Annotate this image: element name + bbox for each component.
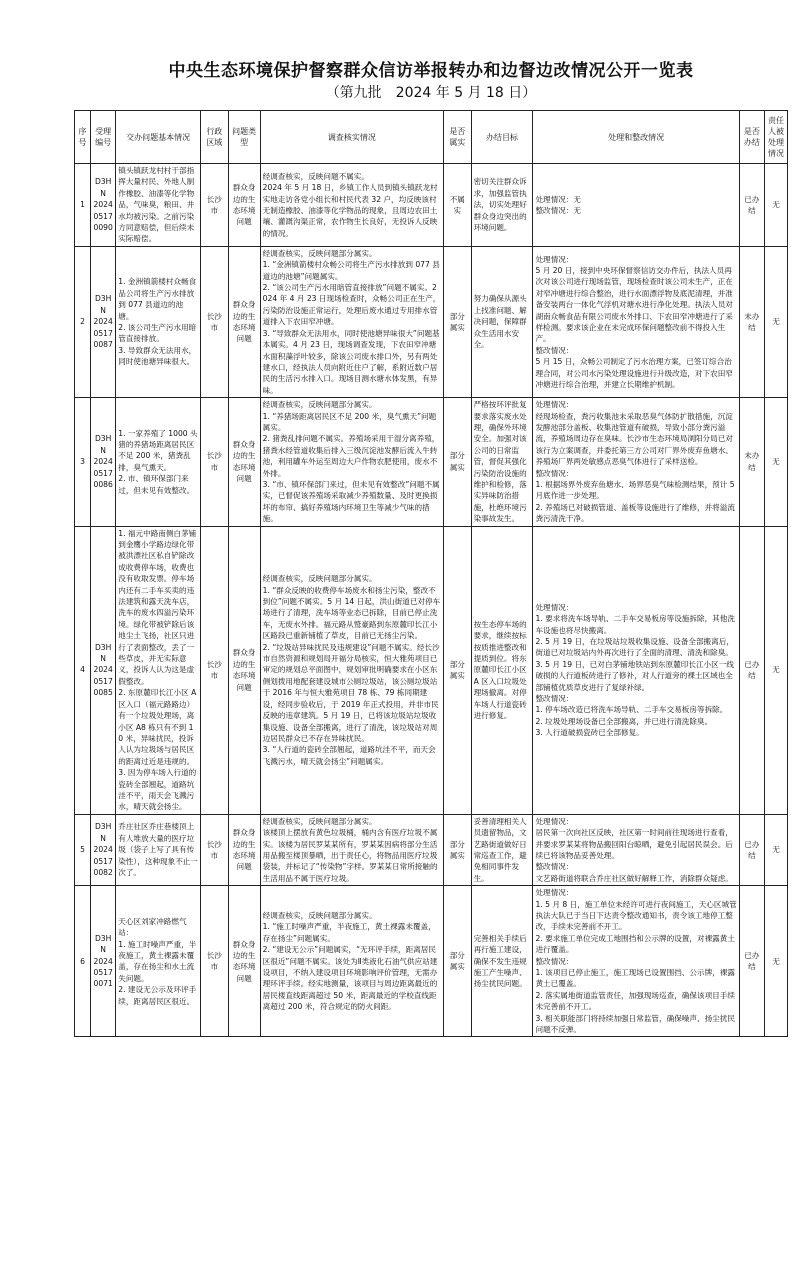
handling-status: 处理情况：无 整改情况：无 [533,164,739,247]
header-cell: 处理和整改情况 [533,111,739,164]
penalty-status: 无 [764,814,787,885]
penalty-status: 无 [764,526,787,814]
issue-summary: 镇头镇跃龙村村干部指挥大量村民、外地人制作橡胶、油漆等化学物品，气味臭，粮田、井水均被污染。之前污染方同意赔偿，但后续未实际赔偿。 [116,164,201,247]
verified-status: 部分属实 [444,886,472,1037]
penalty-status: 无 [764,398,787,526]
header-cell: 责任人被处理情况 [764,111,787,164]
issue-type: 群众身边的生态环境问题 [228,398,260,526]
handling-status: 处理情况： 居民第一次向社区反映，社区第一时间前往现场进行查看，并要求罗某某将物品搬回阳台晾晒，避免引起居民误会。后续已将该物品妥善处理。 整改情况： 文艺路街道将联合乔庄社区做好解释工作，消除群众疑虑。 [533,814,739,885]
verified-status: 不属实 [444,164,472,247]
header-cell: 是否属实 [444,111,472,164]
table-header-row [75,111,788,164]
issue-summary: 天心区刘家冲路燃气站： 1. 施工时噪声严重，半夜施工，黄土裸露未覆盖，存在扬尘和水土流失问题。 2. 建设无公示及环评手续，距离居民区很近。 [116,886,201,1037]
completion-status: 已办结 [739,886,764,1037]
handling-status: 处理情况： 5 月 20 日，接到中央环保督察信访交办件后，执法人员再次对该公司进行现场监管，现场检查时该公司未生产，正在对窄冲塘进行综合整治，进行水面漂浮物及底泥清理，并准备安装两台一体化气浮机对塘水进行净化处理。执法人员对湖南众畅食品有限公司废水外排口、下农田窄冲塘进行了采样检测。要求该企业在未完成环保问题整改前不得投入生产。 整改情况： 5 月 15 日，众畅公司制定了污水治理方案，已签订综合治理合同，对公司水污染处理设施进行升级改造，对下农田窄冲塘进行综合治理，并建立长期维护机制。 [533,246,739,397]
case-id: D3HN 2024 0517 0087 [91,246,116,397]
penalty-status: 无 [764,886,787,1037]
verified-status: 部分属实 [444,814,472,885]
handling-status: 处理情况： 1. 5 月 8 日，施工单位未经许可进行夜间施工，天心区城管执法大队已于当日下达责令整改通知书，责令该工地停工整改，手续未完善前不开工。 2. 要求施工单位完成工地围挡和公示牌的设置，对裸露黄土进行覆盖。 整改情况： 1. 该项目已停止施工，施工现场已设置围挡、公示牌，裸露黄土已覆盖。 2. 落实属地街道监管责任，加强现场巡查，确保该项目手续未完善前不开工。 3. 相关职能部门将持续加强日常监管，确保噪声、扬尘扰民问题不反弹。 [533,886,739,1037]
resolution-goal: 努力确保从源头上找准问题、解决问题，保障群众生活用水安全。 [471,246,533,397]
row-number: 6 [75,886,91,1037]
verified-status: 部分属实 [444,398,472,526]
handling-status: 处理情况： 经现场检查，粪污收集池未采取恶臭气体防扩散措施，沉淀发酵池部分盖板、收集池管道有破损，导致小部分粪污溢流，养殖场周边存在臭味。长沙市生态环境局浏阳分局已对该行为立案调查，并委托第三方公司对厂界外废弃鱼塘水、养殖场厂界两处敏感点恶臭气体进行了采样送检。 整改情况： 1. 根据场界外废弃鱼塘水、场界恶臭气味检测结果，预计 5 月底作进一步处理。 2. 养殖场已对破损管道、盖板等设施进行了维修，并将溢流粪污清洗干净。 [533,398,739,526]
header-cell: 行政区域 [201,111,229,164]
region: 长沙市 [201,246,229,397]
issue-type: 群众身边的生态环境问题 [228,814,260,885]
header-cell: 是否办结 [739,111,764,164]
issue-summary: 1. 金洲镇箭楼村众畅食品公司将生产污水排放到 077 县道边的池塘。 2. 该公司生产污水用暗管直接排放。 3. 导致群众无法用水，同时使池塘异味很大。 [116,246,201,397]
region: 长沙市 [201,164,229,247]
region: 长沙市 [201,814,229,885]
report-table [74,110,788,1037]
completion-status: 未办结 [739,398,764,526]
completion-status: 已办结 [739,526,764,814]
issue-type: 群众身边的生态环境问题 [228,886,260,1037]
issue-type: 群众身边的生态环境问题 [228,246,260,397]
investigation: 经调查核实，反映问题不属实。 2024 年 5 月 18 日，乡镇工作人员到镇头镇跃龙村实地走访各党小组长和村民代表 32 户，均反映该村无制造橡胶、油漆等化学物品的现象，且周边农田土壤、灌溉沟渠正常，农作物生长良好，无投诉人反映的情况。 [260,164,443,247]
investigation: 经调查核实，反映问题部分属实。 1. “金洲镇箭楼村众畅公司将生产污水排放到 077 县道边的池塘”问题属实。 2. “该公司生产污水用暗管直接排放”问题不属实。2024 年 4 月 23 日现场检查时，众畅公司正在生产，污染防治设施正常运行，处理后废水通过专用排水管道排入下农田窄冲塘。 3. “导致群众无法用水，同时使池塘异味很大”问题基本属实。4 月 23 日，现场调查发现，下农田窄冲塘水面积藻浮叶较多，除该公司废水排口外，另有两处建水口，经执法人员向附近住户了解，系附近数户居民的生活污水排入口。现场目测水塘水体发黑，有异味。 [260,246,443,397]
case-id: D3HN 2024 0517 0085 [91,526,116,814]
issue-type: 群众身边的生态环境问题 [228,164,260,247]
issue-summary: 乔庄社区乔庄巷楼顶上有人堆放大量的医疗垃圾（袋子上写了具有传染性），这种现象不止一次了。 [116,814,201,885]
header-cell: 问题类型 [228,111,260,164]
verified-status: 部分属实 [444,246,472,397]
table-row [75,246,788,397]
verified-status: 部分属实 [444,526,472,814]
row-number: 1 [75,164,91,247]
header-cell: 调查核实情况 [260,111,443,164]
handling-status: 处理情况： 1. 要求将洗车场导轨、二手车交易板房等设施拆除，其他洗车设施也将尽快搬离。 2. 5 月 19 日，在垃圾站垃圾收集设施、设备全部搬离后，街道已对垃圾站内外再次进行了全面的清理、清洗和除臭。 3. 5 月 19 日，已对白茅铺地铁站到东原麓印长江小区一线破损的人行道板砖进行了修补，对人行道旁的裸土区域也全部铺植优质草皮进行了复绿补绿。 整改情况： 1. 停车场改造已将洗车场导轨、二手车交易板房等拆除。 2. 垃圾处理场设备已全部搬离，并已进行清洗除臭。 3. 人行道破损瓷砖已全部修复。 [533,526,739,814]
case-id: D3HN 2024 0517 0071 [91,886,116,1037]
table-row [75,398,788,526]
region: 长沙市 [201,886,229,1037]
investigation: 经调查核实，反映问题部分属实。 1. “养猪场距离居民区不足 200 米，臭气熏天”问题属实。 2. 猪粪乱排问题不属实。养殖场采用干湿分离养殖，猪粪水经管道收集后排入三级沉淀池发酵后流入牛转池，利用罐车外运至周边大户作物农肥使用，废水不外排。 3. “市、镇环保部门来过，但未见有效整改”问题不属实，已督促该养殖场采取减少养殖数量、及时更换损坏的布帘、搞好养殖场内环境卫生等减少气味的措施。 [260,398,443,526]
issue-summary: 1. 一家养殖了 1000 头猪的养猪场距离居民区不足 200 米，猪粪乱排，臭气熏天。 2. 市、镇环保部门来过，但未见有效整改。 [116,398,201,526]
region: 长沙市 [201,398,229,526]
page-title: 中央生态环境保护督察群众信访举报转办和边督边改情况公开一览表 [168,61,694,81]
penalty-status: 无 [764,246,787,397]
table-row [75,164,788,247]
page-subtitle: （第九批 2024 年 5 月 18 日） [325,85,537,101]
header-cell: 序号 [75,111,91,164]
investigation: 经调查核实，反映问题部分属实。 1. “群众反映的收费停车场废水和扬尘污染，整改不到位”问题不属实。5 月 14 日起，洪山街道已对停车场进行了清理，洗车场等业态已拆除，目前已停止洗车，无废水外排。福元路从鹫豪路到东原麓印长江小区路段已重新铺植了草皮，目前已无扬尘污染。 2. “垃圾站异味扰民及违规建设”问题不属实。经长沙市自然资源和规划局开福分局核实，恒大雅苑项目已审定的规划总平面图中，规划审批明确要求在小区东侧划拨用地配套建设城市公厕垃圾站，该公厕垃圾站于 2016 年与恒大雅苑项目 78 栋、79 栋同期建设，经同步验收后，于 2019 年正式投用，并非市民反映的违章建筑。5 月 19 日，已将该垃圾站垃圾收集设施、设备全部搬离，进行了清洗，该垃圾站对周边居民群众已不存在异味扰民。 3. “人行道的瓷砖全部翘起，道路坑洼不平，而天会飞溅污水，晴天就会扬尘”问题属实。 [260,526,443,814]
case-id: D3HN 2024 0517 0090 [91,164,116,247]
row-number: 2 [75,246,91,397]
row-number: 3 [75,398,91,526]
completion-status: 未办结 [739,246,764,397]
header-cell: 交办问题基本情况 [116,111,201,164]
investigation: 经调查核实，反映问题部分属实。 1. “施工时噪声严重，半夜施工，黄土裸露未覆盖，存在扬尘”问题属实。 2. “建设无公示”问题属实，“无环评手续，距离居民区很近”问题不属实。该处为Ⅱ类液化石油气供应站建设项目，不纳入建设项目环境影响评价管理，无需办理环评手续。经实地测量，该项目与周边距离最近的居民楼直线距离超过 50 米，距离最近的学校直线距离超过 200 米，符合规定的防火间距。 [260,886,443,1037]
table-row [75,526,788,814]
table-row [75,814,788,885]
resolution-goal: 完善相关手续后再行施工建设，确保不发生违规施工产生噪声、扬尘扰民问题。 [471,886,533,1037]
resolution-goal: 严格按环评批复要求落实废水处理，确保外环境安全。加强对该公司的日常监管，督促其强化污染防治设施的维护和检修，落实异味防治措施，杜绝环境污染事故发生。 [471,398,533,526]
case-id: D3HN 2024 0517 0082 [91,814,116,885]
resolution-goal: 妥善清理相关人员遗留物品，文艺路街道做好日常巡查工作，避免相同事件发生。 [471,814,533,885]
issue-summary: 1. 福元中路南侧白茅铺到金鹰小学路边绿化带被洪漂社区私自铲除改成收费停车场，收费也没有收取发票。停车场内还有二手车买卖的违法建筑和露天洗车店，洗车的废水四溢污染环境。绿化带被铲除后该地尘土飞扬，社区只进行了表面整改，丢了一些草皮，并无实际意义，投诉人认为这是虚假整改。 2. 东原麓印长江小区 A 区入口（福元路路边）有一个垃圾处理场，离小区 A8 栋只有不到 10 米，异味扰民，投诉人认为垃圾场与居民区的距离过近是违规的。 3. 因为停车场入行道的瓷砖全部翘起，道路坑洼不平，雨天会飞溅污水，晴天就会扬尘。 [116,526,201,814]
issue-type: 群众身边的生态环境问题 [228,526,260,814]
completion-status: 已办结 [739,164,764,247]
row-number: 5 [75,814,91,885]
region: 长沙市 [201,526,229,814]
header-cell: 受理编号 [91,111,116,164]
resolution-goal: 按生态停车场的要求，继续按标按质推进整改和提质到位。将东原麓印长江小区 A 区入口垃圾处理场撤离。对停车场人行道瓷砖进行修复。 [471,526,533,814]
completion-status: 已办结 [739,814,764,885]
row-number: 4 [75,526,91,814]
case-id: D3HN 2024 0517 0086 [91,398,116,526]
penalty-status: 无 [764,164,787,247]
header-cell: 办结目标 [471,111,533,164]
resolution-goal: 密切关注群众诉求，加强监管执法，切实处理好群众身边突出的环境问题。 [471,164,533,247]
investigation: 经调查核实，反映问题部分属实。 该楼顶上摆放有黄色垃圾桶，桶内含有医疗垃圾不属实。该楼为居民罗某某所有，罗某某因病将部分生活用品搬至楼顶暴晒，出于责任心，将物品用医疗垃圾袋装，并标记了“传染物”字样。罗某某日常所接触的生活用品不属于医疗垃圾。 [260,814,443,885]
table-row [75,886,788,1037]
